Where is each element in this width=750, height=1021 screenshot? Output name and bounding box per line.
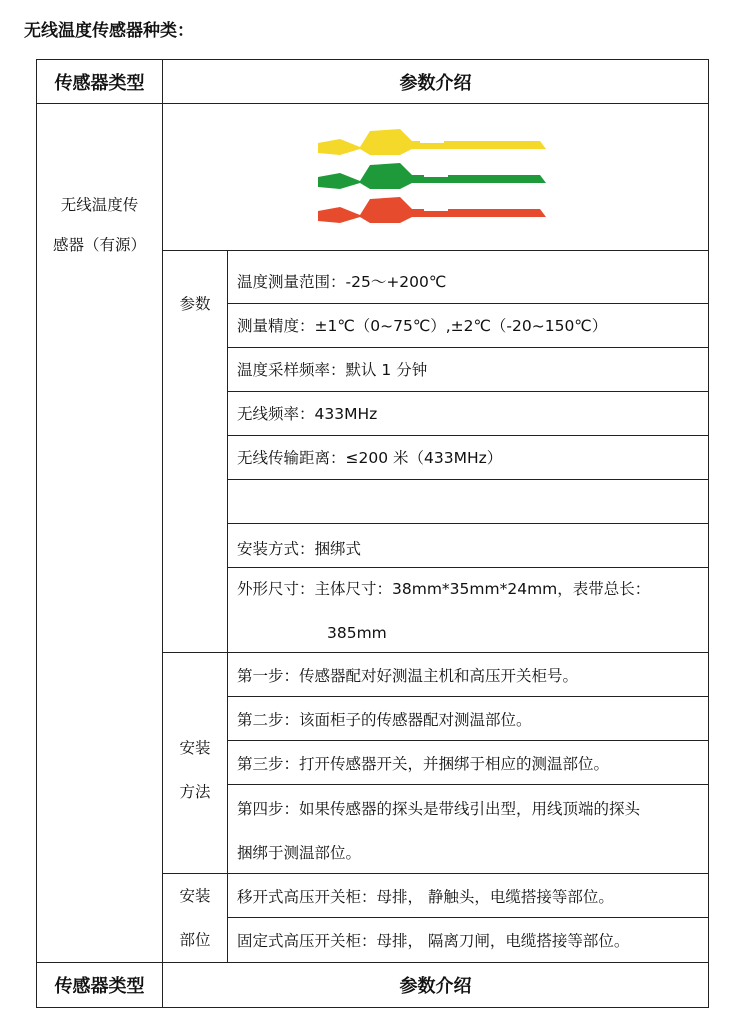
shape-line1: 外形尺寸：主体尺寸：38mm*35mm*24mm，表带总长： [237,580,651,598]
sensor-type-cell [37,180,162,270]
footer-sensor-type: 传感器类型 [54,976,145,997]
param-shape-row [228,569,707,653]
sensor-name-line2: 感器（有源） [52,236,146,254]
shape-line2: 385mm [327,624,387,642]
install-step: 第三步：打开传感器开关，并捆绑于相应的测温部位。 [237,754,610,773]
param-row: 无线频率：433MHz [237,405,378,423]
install-step: 第二步：该面柜子的传感器配对测温部位。 [237,710,532,729]
header-sensor-type: 传感器类型 [54,72,145,94]
red-sensor [318,197,546,223]
install-step-4: 第四步：如果传感器的探头是带线引出型，用线顶端的探头 捆绑于测温部位。 [237,799,641,862]
param-row: 无线传输距离：≤200 米（433MHz） [237,449,503,467]
header-param-intro: 参数介绍 [399,72,472,94]
install-location-row: 移开式高压开关柜：母排， 静触头，电缆搭接等部位。 [237,887,614,906]
footer-param-intro: 参数介绍 [399,976,472,997]
yellow-sensor [318,129,546,155]
install-location-label: 安装 部位 [179,887,211,949]
install-step: 第一步：传感器配对好测温主机和高压开关柜号。 [237,666,579,685]
install-location-row: 固定式高压开关柜：母排， 隔离刀闸，电缆搭接等部位。 [237,932,630,950]
page-title: 无线温度传感器种类： [24,21,194,41]
params-label: 参数 [179,295,211,313]
param-row: 温度采样频率：默认 1 分钟 [237,361,428,379]
sensor-product-image [300,125,560,240]
install-method-label: 安装 方法 [179,739,211,801]
sensor-name-line1: 无线温度传 [60,196,139,214]
param-row: 安装方式：捆绑式 [237,540,362,558]
param-row: 温度测量范围：-25～+200℃ [237,273,447,291]
green-sensor [318,163,546,189]
param-row: 测量精度：±1℃（0~75℃）,±2℃（-20~150℃） [237,317,608,335]
param-row-empty [228,479,707,523]
